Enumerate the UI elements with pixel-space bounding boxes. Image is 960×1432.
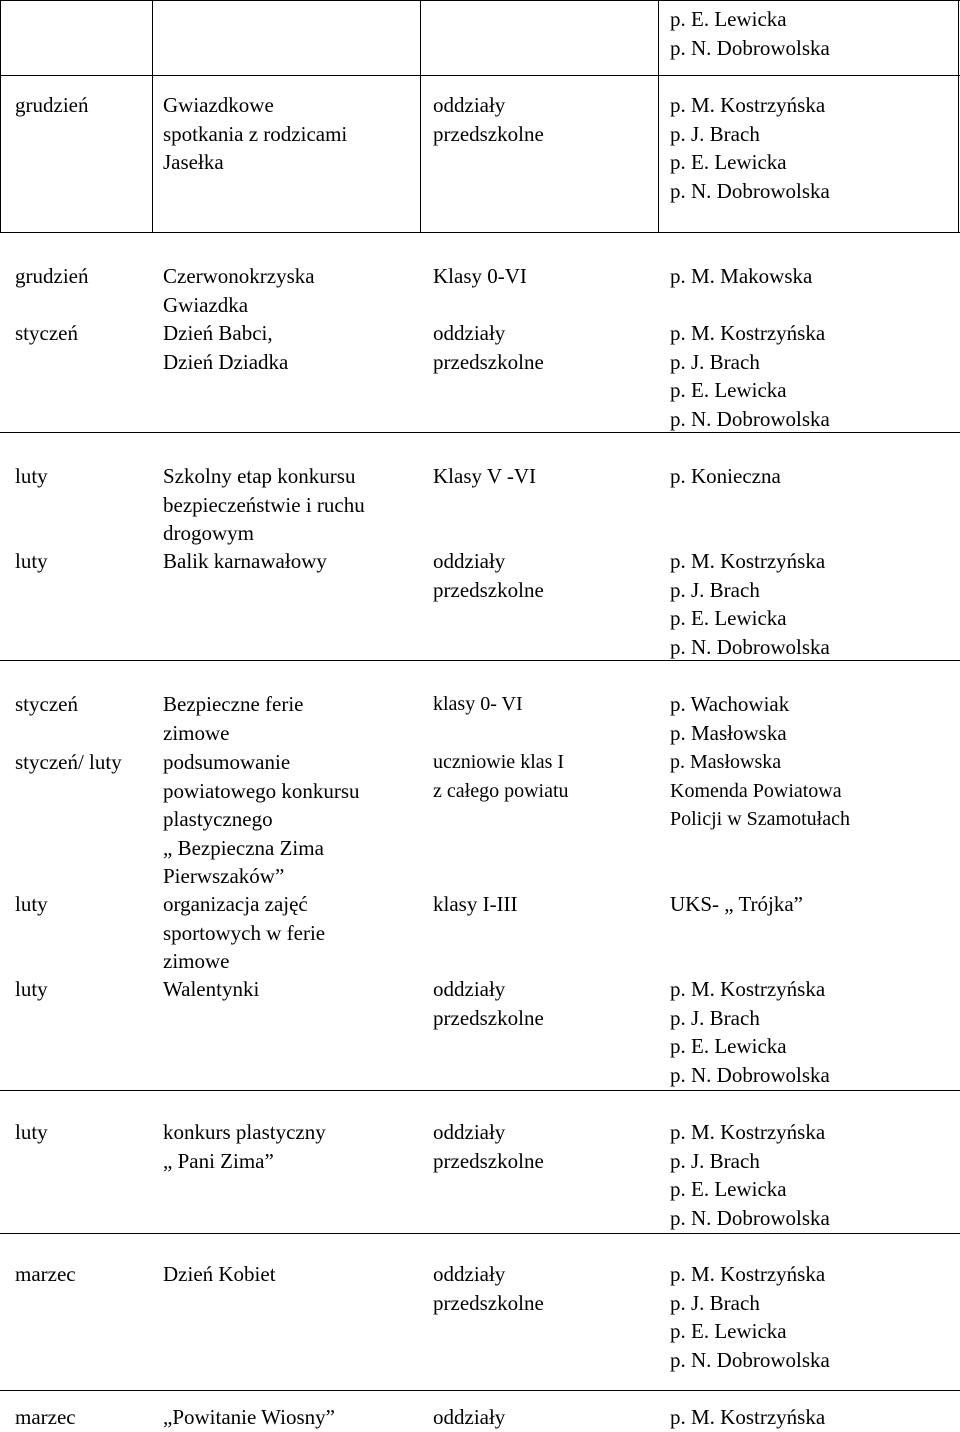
- month-text: luty: [15, 977, 48, 1001]
- participants-cell: [433, 748, 569, 805]
- responsible-cell: [670, 1260, 830, 1374]
- table-column-rule: [420, 0, 421, 232]
- responsible-text: p. E. Lewicka: [670, 7, 787, 31]
- responsible-text: p. M. Makowska: [670, 264, 813, 288]
- responsible-text: p. J. Brach: [670, 121, 760, 146]
- month-text: styczeń/ luty: [15, 750, 122, 774]
- responsible-cell: [670, 5, 830, 62]
- responsible-text: p. M. Kostrzyńska: [670, 1405, 826, 1429]
- event-cell: [163, 890, 325, 976]
- participants-text: Klasy 0-VI: [433, 264, 527, 288]
- event-cell: [163, 319, 288, 376]
- event-cell: [163, 1260, 276, 1289]
- event-text: „ Bezpieczna Zima: [163, 835, 324, 860]
- month-text: styczeń: [15, 321, 78, 345]
- responsible-cell: [670, 262, 812, 291]
- event-cell: [163, 1403, 335, 1432]
- table-rule: [0, 75, 960, 76]
- responsible-cell: [670, 690, 789, 747]
- responsible-cell: [670, 319, 830, 433]
- participants-text: przedszkolne: [433, 121, 544, 146]
- participants-text: oddziały: [433, 321, 506, 345]
- event-text: spotkania z rodzicami: [163, 121, 348, 146]
- participants-text: oddziały: [433, 1262, 506, 1286]
- event-text: zimowe: [163, 949, 230, 973]
- participants-cell: [433, 262, 527, 291]
- event-text: drogowym: [163, 521, 254, 545]
- responsible-text: p. N. Dobrowolska: [670, 406, 830, 431]
- responsible-text: p. N. Dobrowolska: [670, 1205, 830, 1230]
- event-text: Jasełka: [163, 150, 224, 174]
- responsible-cell: [670, 462, 781, 491]
- participants-cell: [433, 547, 544, 604]
- participants-text: przedszkolne: [433, 1148, 544, 1173]
- participants-cell: [433, 1118, 544, 1175]
- responsible-text: p. J. Brach: [670, 1290, 760, 1315]
- event-text: Pierwszaków”: [163, 864, 285, 888]
- participants-cell: [433, 975, 544, 1032]
- month-text: grudzień: [15, 264, 89, 288]
- responsible-text: p. N. Dobrowolska: [670, 35, 830, 60]
- responsible-text: p. M. Kostrzyńska: [670, 321, 826, 345]
- event-text: Gwiazdka: [163, 292, 249, 317]
- month-text: luty: [15, 549, 48, 573]
- responsible-text: p. N. Dobrowolska: [670, 634, 830, 659]
- participants-cell: [433, 462, 536, 491]
- event-text: Gwiazdkowe: [163, 93, 274, 117]
- event-cell: [163, 91, 347, 177]
- responsible-text: p. E. Lewicka: [670, 1319, 787, 1343]
- event-text: plastycznego: [163, 807, 273, 831]
- event-cell: [163, 975, 259, 1004]
- responsible-text: p. E. Lewicka: [670, 606, 787, 630]
- responsible-text: p. Masłowska: [670, 751, 782, 773]
- event-text: zimowe: [163, 720, 230, 745]
- event-text: Dzień Kobiet: [163, 1262, 276, 1286]
- month-text: styczeń: [15, 692, 78, 716]
- month-text: grudzień: [15, 93, 89, 117]
- event-cell: [163, 690, 303, 747]
- responsible-text: p. M. Kostrzyńska: [670, 1120, 826, 1144]
- table-column-rule: [658, 0, 659, 232]
- responsible-text: UKS- „ Trójka”: [670, 892, 804, 916]
- responsible-text: p. M. Kostrzyńska: [670, 1262, 826, 1286]
- responsible-text: p. Wachowiak: [670, 692, 790, 716]
- month-cell: [15, 975, 48, 1004]
- participants-text: oddziały: [433, 1405, 506, 1429]
- month-cell: [15, 262, 88, 291]
- responsible-text: p. Konieczna: [670, 464, 781, 488]
- participants-text: uczniowie klas I: [433, 751, 565, 773]
- event-text: Bezpieczne ferie: [163, 692, 304, 716]
- participants-cell: [433, 319, 544, 376]
- table-column-rule: [152, 0, 153, 232]
- participants-cell: [433, 690, 523, 719]
- month-text: marzec: [15, 1262, 76, 1286]
- event-text: konkurs plastyczny: [163, 1120, 326, 1144]
- participants-cell: [433, 890, 518, 919]
- table-column-rule: [0, 0, 1, 232]
- participants-text: przedszkolne: [433, 1005, 544, 1030]
- responsible-cell: [670, 547, 830, 661]
- event-text: Dzień Babci,: [163, 321, 273, 345]
- month-cell: [15, 91, 88, 120]
- event-text: Dzień Dziadka: [163, 349, 289, 374]
- responsible-cell: [670, 748, 850, 834]
- table-rule: [0, 232, 960, 233]
- month-cell: [15, 890, 48, 919]
- participants-text: klasy I-III: [433, 892, 518, 916]
- responsible-cell: [670, 91, 830, 205]
- month-cell: [15, 1403, 76, 1432]
- participants-text: oddziały: [433, 1120, 506, 1144]
- table-rule: [0, 1233, 960, 1234]
- responsible-text: p. M. Kostrzyńska: [670, 549, 826, 573]
- participants-cell: [433, 1260, 544, 1317]
- event-cell: [163, 748, 360, 891]
- responsible-text: p. Masłowska: [670, 720, 787, 745]
- participants-text: przedszkolne: [433, 349, 544, 374]
- participants-text: przedszkolne: [433, 577, 544, 602]
- month-cell: [15, 690, 78, 719]
- responsible-text: p. E. Lewicka: [670, 1034, 787, 1058]
- month-cell: [15, 547, 48, 576]
- month-text: luty: [15, 1120, 48, 1144]
- participants-text: oddziały: [433, 93, 506, 117]
- month-text: marzec: [15, 1405, 76, 1429]
- month-text: luty: [15, 464, 48, 488]
- responsible-text: Komenda Powiatowa: [670, 779, 842, 802]
- table-column-rule: [958, 0, 959, 232]
- table-rule: [0, 1390, 960, 1391]
- event-text: podsumowanie: [163, 750, 291, 774]
- participants-text: klasy 0- VI: [433, 693, 523, 715]
- participants-text: z całego powiatu: [433, 779, 569, 802]
- responsible-text: p. E. Lewicka: [670, 378, 787, 402]
- event-cell: [163, 547, 327, 576]
- table-rule: [0, 1090, 960, 1091]
- responsible-text: p. E. Lewicka: [670, 150, 787, 174]
- responsible-text: Policji w Szamotułach: [670, 808, 850, 830]
- participants-cell: [433, 1403, 505, 1432]
- responsible-cell: [670, 1118, 830, 1232]
- event-text: „ Pani Zima”: [163, 1148, 274, 1173]
- month-text: luty: [15, 892, 48, 916]
- participants-cell: [433, 91, 544, 148]
- participants-text: oddziały: [433, 549, 506, 573]
- responsible-text: p. J. Brach: [670, 1148, 760, 1173]
- participants-text: oddziały: [433, 977, 506, 1001]
- month-cell: [15, 319, 78, 348]
- event-text: „Powitanie Wiosny”: [163, 1405, 335, 1429]
- event-text: bezpieczeństwie i ruchu: [163, 492, 365, 517]
- event-text: Walentynki: [163, 977, 260, 1001]
- event-text: sportowych w ferie: [163, 920, 326, 945]
- month-cell: [15, 748, 122, 777]
- responsible-cell: [670, 890, 803, 919]
- month-cell: [15, 462, 48, 491]
- responsible-text: p. N. Dobrowolska: [670, 178, 830, 203]
- event-text: organizacja zajęć: [163, 892, 308, 916]
- month-cell: [15, 1118, 48, 1147]
- responsible-text: p. N. Dobrowolska: [670, 1062, 830, 1087]
- responsible-text: p. J. Brach: [670, 1005, 760, 1030]
- event-cell: [163, 262, 315, 319]
- month-cell: [15, 1260, 76, 1289]
- event-text: Balik karnawałowy: [163, 549, 327, 573]
- event-text: powiatowego konkursu: [163, 778, 360, 803]
- table-rule: [0, 0, 960, 1]
- event-cell: [163, 1118, 326, 1175]
- event-text: Czerwonokrzyska: [163, 264, 315, 288]
- responsible-cell: [670, 975, 830, 1089]
- participants-text: przedszkolne: [433, 1290, 544, 1315]
- responsible-text: p. N. Dobrowolska: [670, 1347, 830, 1372]
- event-text: Szkolny etap konkursu: [163, 464, 356, 488]
- participants-text: Klasy V -VI: [433, 464, 537, 488]
- responsible-text: p. J. Brach: [670, 349, 760, 374]
- responsible-cell: [670, 1403, 825, 1432]
- responsible-text: p. M. Kostrzyńska: [670, 93, 826, 117]
- responsible-text: p. M. Kostrzyńska: [670, 977, 826, 1001]
- event-cell: [163, 462, 365, 548]
- responsible-text: p. E. Lewicka: [670, 1177, 787, 1201]
- responsible-text: p. J. Brach: [670, 577, 760, 602]
